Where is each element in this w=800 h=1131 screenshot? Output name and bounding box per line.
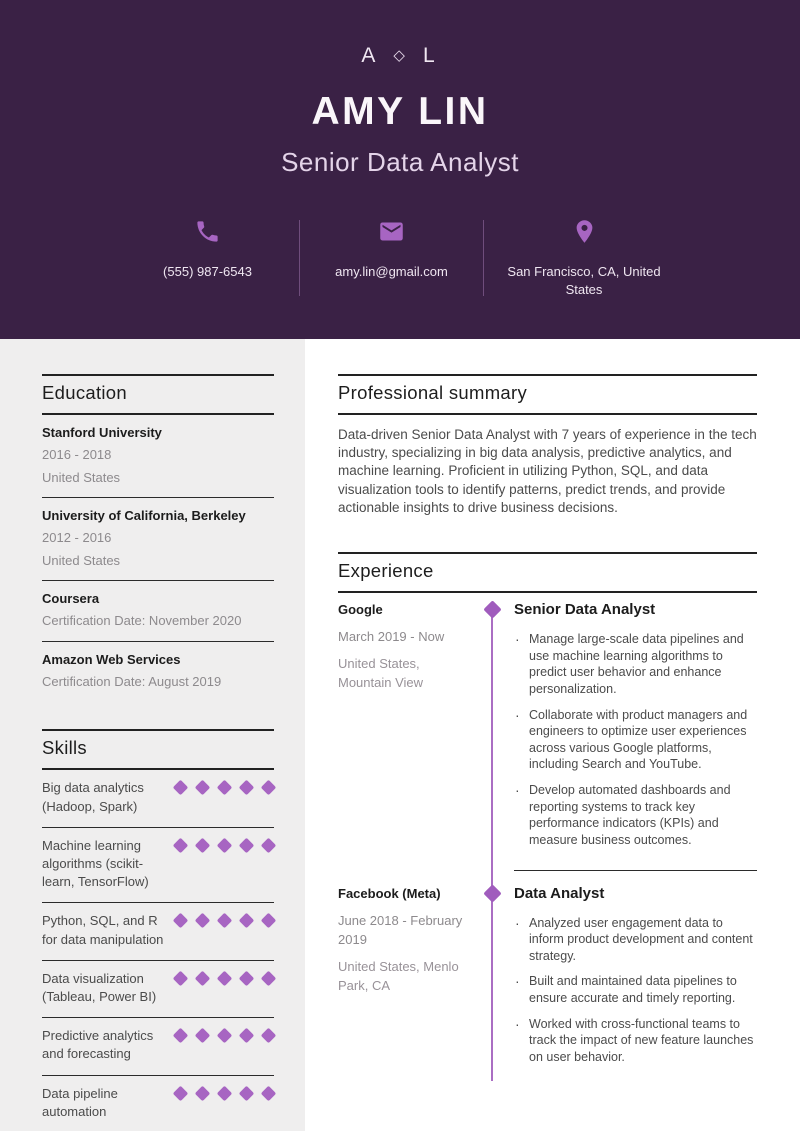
rating-diamond-icon [195, 780, 211, 796]
email-address: amy.lin@gmail.com [335, 264, 448, 279]
contact-location [484, 218, 684, 298]
employment-dates: March 2019 - Now [338, 629, 445, 645]
summary-heading: Professional summary [338, 374, 757, 415]
location-pin-icon [571, 218, 598, 250]
timeline-diamond-icon [483, 884, 501, 902]
rating-diamond-icon [173, 1085, 189, 1101]
cert-issuer: Amazon Web Services [42, 651, 181, 667]
school-dates: 2016 - 2018 [42, 447, 112, 463]
school-name: University of California, Berkeley [42, 508, 246, 524]
rating-diamond-icon [239, 1085, 255, 1101]
rating-diamond-icon [195, 971, 211, 987]
experience-entry [338, 870, 757, 1087]
education-heading: Education [42, 374, 274, 415]
role-bullets [514, 915, 757, 1066]
experience-entry [338, 601, 757, 870]
header-banner [0, 0, 800, 339]
rating-diamond-icon [173, 838, 189, 854]
company-location: United States, Menlo Park, CA [338, 958, 459, 994]
experience-entries [338, 601, 757, 1087]
bullet-item: · Manage large-scale data pipelines and use machine learning algorithms to predict user behavior and enhance personalization. [514, 631, 757, 698]
diamond-icon: ◇ [393, 47, 409, 64]
skill-label: Machine learning algorithms (scikit-learn, TensorFlow) [42, 837, 149, 890]
rating-diamond-icon [217, 780, 233, 796]
experience-section [338, 552, 757, 1087]
main-column [305, 339, 800, 1131]
rating-diamond-icon [239, 971, 255, 987]
skill-rating [175, 1085, 274, 1099]
skill-label: Python, SQL, and R for data manipulation [42, 913, 164, 947]
experience-details [514, 601, 757, 870]
rating-diamond-icon [239, 780, 255, 796]
experience-company-info [338, 870, 470, 1087]
phone-icon [194, 218, 221, 250]
contact-row [0, 218, 800, 298]
rating-diamond-icon [195, 1085, 211, 1101]
rating-diamond-icon [217, 1028, 233, 1044]
bullet-item: · Built and maintained data pipelines to ensure accurate and timely reporting. [514, 973, 757, 1006]
rating-diamond-icon [173, 780, 189, 796]
rating-diamond-icon [217, 838, 233, 854]
skill-rating [175, 837, 274, 851]
rating-diamond-icon [239, 913, 255, 929]
rating-diamond-icon [217, 913, 233, 929]
rating-diamond-icon [261, 1028, 277, 1044]
skill-row [42, 1076, 274, 1131]
role-title: Senior Data Analyst [514, 601, 656, 619]
company-name: Google [338, 602, 383, 618]
skill-rating [175, 1027, 274, 1041]
skill-row [42, 770, 274, 827]
rating-diamond-icon [195, 838, 211, 854]
envelope-icon [378, 218, 405, 250]
school-dates: 2012 - 2016 [42, 530, 112, 546]
skill-label: Big data analytics (Hadoop, Spark) [42, 780, 144, 814]
rating-diamond-icon [239, 838, 255, 854]
bullet-item: · Collaborate with product managers and engineers to optimize user experiences across various Google platforms, including Search and YouTube. [514, 707, 757, 774]
skill-rating [175, 970, 274, 984]
logo-letter-a: A [361, 44, 380, 67]
experience-company-info [338, 601, 470, 870]
rating-diamond-icon [261, 913, 277, 929]
bullet-item: · Analyzed user engagement data to inform product development and content strategy. [514, 915, 757, 965]
skill-rating [175, 779, 274, 793]
education-section [42, 374, 274, 701]
cert-issuer: Coursera [42, 591, 100, 607]
candidate-job-title: Senior Data Analyst [281, 147, 519, 177]
candidate-name: AMY LIN [311, 90, 489, 133]
logo-letter-l: L [422, 44, 439, 67]
company-name: Facebook (Meta) [338, 885, 441, 901]
rating-diamond-icon [261, 838, 277, 854]
role-title: Data Analyst [514, 884, 605, 902]
skill-row [42, 903, 274, 960]
rating-diamond-icon [261, 780, 277, 796]
skill-label: Predictive analytics and forecasting [42, 1028, 154, 1062]
school-location: United States [42, 552, 121, 568]
rating-diamond-icon [173, 1028, 189, 1044]
employment-dates: June 2018 - February 2019 [338, 912, 463, 948]
education-entry [42, 498, 274, 581]
experience-heading: Experience [338, 552, 757, 593]
rating-diamond-icon [195, 913, 211, 929]
skill-row [42, 828, 274, 904]
location-text: San Francisco, CA, United States [507, 264, 661, 297]
rating-diamond-icon [195, 1028, 211, 1044]
contact-phone [116, 218, 299, 298]
rating-diamond-icon [173, 913, 189, 929]
skill-label: Data pipeline automation [42, 1085, 118, 1119]
contact-email [300, 218, 483, 298]
sidebar [0, 339, 305, 1131]
monogram-logo [0, 44, 800, 68]
rating-diamond-icon [173, 971, 189, 987]
summary-section [338, 374, 757, 517]
school-location: United States [42, 469, 121, 485]
school-name: Stanford University [42, 425, 162, 440]
skill-rating [175, 912, 274, 926]
experience-details [514, 870, 757, 1087]
timeline-diamond-icon [483, 600, 501, 618]
rating-diamond-icon [261, 971, 277, 987]
bullet-item: · Develop automated dashboards and reporting systems to track key performance indicators (KPIs) and measure business outcomes. [514, 782, 757, 849]
certification-entry [42, 642, 274, 702]
skills-section [42, 729, 274, 1131]
bullet-item: · Worked with cross-functional teams to track the impact of new feature launches on user behavior. [514, 1016, 757, 1066]
rating-diamond-icon [239, 1028, 255, 1044]
rating-diamond-icon [217, 1085, 233, 1101]
summary-text: Data-driven Senior Data Analyst with 7 years of experience in the tech industry, specializing in big data analysis, predictive analytics, and machine learning. Proficient in utilizing Python, SQL, and data visualization tools to identify patterns, predict trends, and provide actionable insights to drive business decisions. [338, 427, 757, 515]
education-entry [42, 415, 274, 498]
skills-heading: Skills [42, 729, 274, 770]
cert-date: Certification Date: August 2019 [42, 674, 222, 690]
timeline-gutter [470, 870, 514, 1087]
role-bullets [514, 631, 757, 849]
phone-number: (555) 987-6543 [163, 264, 252, 279]
skill-label: Data visualization (Tableau, Power BI) [42, 970, 157, 1004]
timeline-gutter [470, 601, 514, 870]
rating-diamond-icon [217, 971, 233, 987]
skill-row [42, 961, 274, 1018]
certification-entry [42, 581, 274, 642]
rating-diamond-icon [261, 1085, 277, 1101]
skill-row [42, 1018, 274, 1075]
company-location: United States, Mountain View [338, 655, 424, 691]
cert-date: Certification Date: November 2020 [42, 613, 242, 629]
